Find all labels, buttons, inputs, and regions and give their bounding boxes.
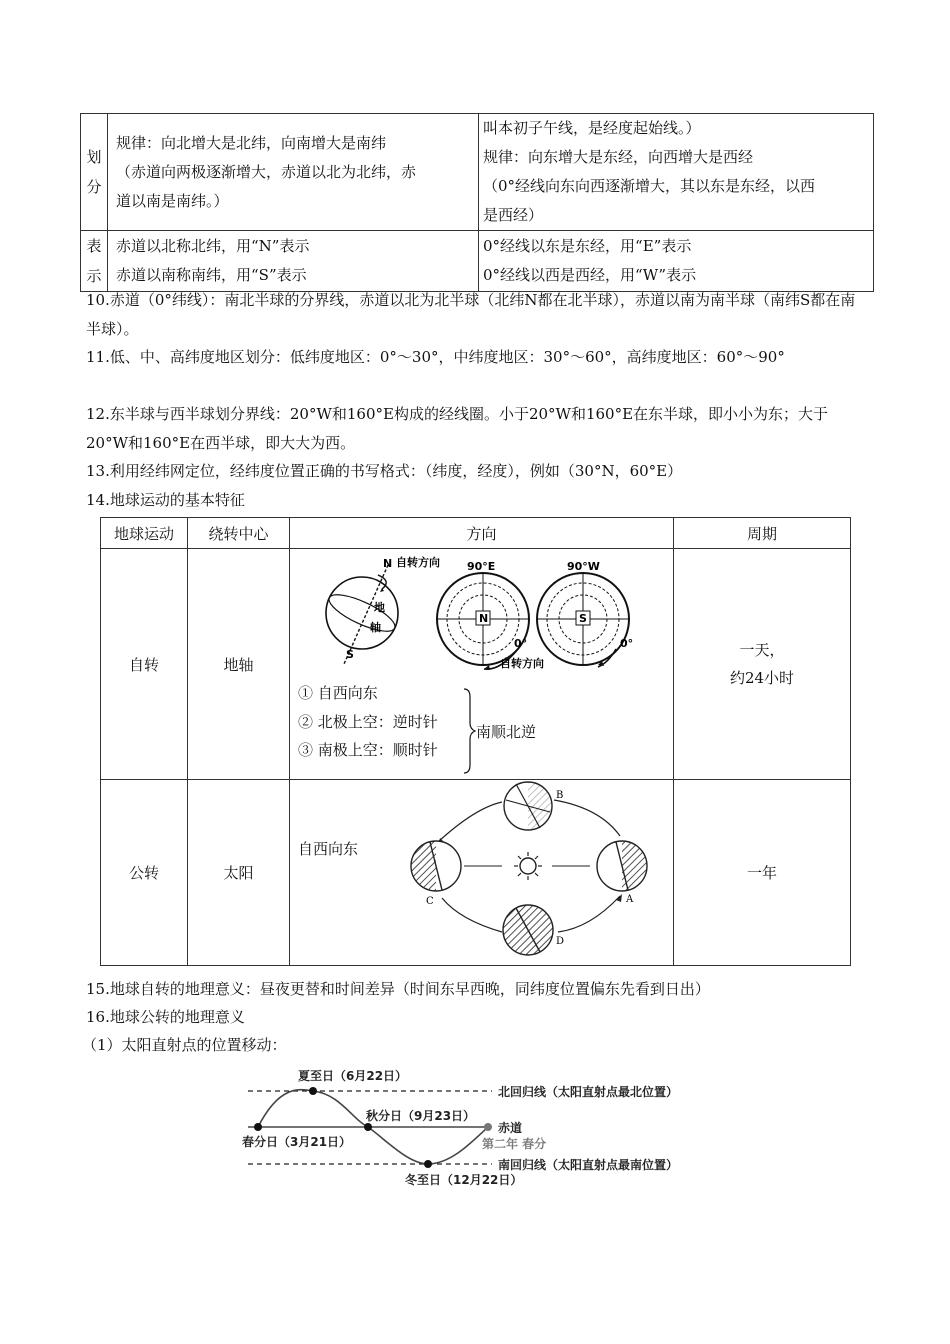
summer-point (309, 1087, 317, 1095)
line: 是西经） (483, 206, 544, 224)
paragraph-16-1: （1）太阳直射点的位置移动： (82, 1036, 287, 1054)
center-cell: 地轴 (188, 549, 290, 780)
lat-lon-table (80, 113, 874, 292)
spring-point (254, 1123, 262, 1131)
label-a: A (626, 894, 634, 905)
sun-direct-point-diagram (240, 1064, 710, 1190)
header-cell: 地球运动 (101, 518, 188, 549)
north-polar-view (437, 560, 544, 670)
list-item: ③ 南极上空：顺时针 (298, 741, 438, 759)
direction-cell (290, 549, 674, 780)
next-spring-label: 第二年 春分 (482, 1137, 547, 1151)
lat-divide-cell (108, 114, 479, 231)
line: 赤道以南称南纬，用“S”表示 (116, 266, 307, 284)
center-cell: 太阳 (188, 780, 290, 966)
line: （赤道向两极逐渐增大，赤道以北为北纬，赤 (116, 162, 417, 181)
header-cell: 方向 (290, 518, 674, 549)
rotation-content (290, 549, 673, 779)
period-cell: 一年 (674, 780, 851, 966)
revolution-content (290, 780, 673, 965)
motion-cell: 自转 (101, 549, 188, 780)
period-line: 约24小时 (729, 669, 795, 687)
line: 0°经线以西是西经，用“W”表示 (483, 266, 697, 284)
period-line: 一天， (739, 641, 785, 659)
sun-icon (514, 852, 542, 880)
autumn-label: 秋分日（9月23日） (366, 1109, 476, 1123)
zero-label-2: 0° (620, 637, 634, 650)
period-cell (674, 549, 851, 780)
paragraph-15: 15.地球自转的地理意义：昼夜更替和时间差异（时间东早西晚，同纬度位置偏东先看到日出） (86, 980, 710, 998)
lon-notation-cell (479, 231, 874, 292)
table-row (101, 549, 851, 780)
spring-label: 春分日（3月21日） (242, 1135, 352, 1149)
earth-position-d (503, 905, 564, 955)
earth-position-c (411, 841, 461, 907)
paragraph-13: 13.利用经纬网定位，经纬度位置正确的书写格式：（纬度，经度），例如（30°N，60°E） (86, 462, 683, 480)
direction-cell (290, 780, 674, 966)
line: 道以南是南纬。） (116, 191, 229, 210)
table-row (81, 114, 874, 231)
north-label: N (383, 557, 393, 570)
label-text: 划分 (86, 148, 102, 196)
table-row (101, 780, 851, 966)
paragraph-12: 12.东半球与西半球划分界线：20°W和160°E构成的经线圈。小于20°W和160°E在东半球，即小小为东；大于20°W和160°E在西半球，即大大为西。 (86, 405, 829, 452)
north-pole-label: N (479, 612, 489, 625)
line: 规律：向北增大是北纬，向南增大是南纬 (116, 133, 387, 152)
header-cell: 绕转中心 (188, 518, 290, 549)
rotation-direction-label: 自转方向 (396, 556, 440, 569)
north-view-label: 90°E (467, 560, 496, 573)
label-c: C (426, 896, 434, 907)
earth-motion-table (100, 517, 851, 966)
tropic-south-label: 南回归线（太阳直射点最南位置） (498, 1158, 679, 1172)
label-d: D (556, 936, 565, 947)
rotation-diagram (290, 549, 673, 677)
tropic-north-label: 北回归线（太阳直射点最北位置） (498, 1085, 679, 1099)
list-item: ① 自西向东 (298, 684, 378, 702)
row-label-notation (81, 231, 108, 292)
axis-label-1: 地 (374, 601, 385, 614)
earth-position-b (504, 782, 563, 830)
line: 赤道以北称北纬，用“N”表示 (116, 237, 310, 255)
paragraph-10: 10.赤道（0°纬线）：南北半球的分界线，赤道以北为北半球（北纬N都在北半球），赤道以南为南半球（南纬S都在南半球）。 (86, 291, 856, 338)
line: 规律：向东增大是东经，向西增大是西经 (483, 148, 754, 166)
south-polar-view (537, 560, 633, 667)
orbit-diagram (290, 780, 673, 965)
earth-position-a (597, 841, 647, 905)
south-label: S (346, 648, 354, 661)
table-row (81, 231, 874, 292)
line: 叫本初子午线，是经度起始线。） (483, 119, 701, 137)
south-pole-label: S (579, 612, 587, 625)
summer-label: 夏至日（6月22日） (298, 1069, 408, 1083)
winter-point (424, 1160, 432, 1168)
axis-label-2: 轴 (370, 621, 381, 634)
winter-label: 冬至日（12月22日） (405, 1173, 523, 1187)
rotation-direction-list (298, 679, 438, 765)
lon-divide-cell (479, 114, 874, 231)
lat-notation-cell (108, 231, 479, 292)
tilted-globe (325, 555, 440, 664)
motion-cell: 公转 (101, 780, 188, 966)
label-text: 表示 (86, 237, 102, 285)
paragraph-11: 11.低、中、高纬度地区划分：低纬度地区：0°～30°，中纬度地区：30°～60°，高纬度地区：60°～90° (86, 348, 785, 366)
label-b: B (556, 790, 564, 801)
south-view-label: 90°W (567, 560, 600, 573)
zero-label: 0° (514, 637, 528, 650)
rotation-summary: 南顺北逆 (476, 723, 537, 741)
equator-label: 赤道 (498, 1121, 523, 1135)
revolution-direction: 自西向东 (298, 840, 359, 858)
north-rotation-label: 自转方向 (500, 657, 544, 670)
list-item: ② 北极上空：逆时针 (298, 712, 438, 731)
line: （0°经线向东向西逐渐增大，其以东是东经，以西 (483, 177, 816, 195)
line: 0°经线以东是东经，用“E”表示 (483, 237, 692, 255)
row-label-divide (81, 114, 108, 231)
paragraph-14: 14.地球运动的基本特征 (86, 491, 245, 509)
brace-icon (462, 687, 476, 777)
next-spring-point (484, 1123, 492, 1131)
paragraph-16: 16.地球公转的地理意义 (86, 1008, 245, 1026)
autumn-point (364, 1123, 372, 1131)
header-cell: 周期 (674, 518, 851, 549)
table-header-row (101, 518, 851, 549)
